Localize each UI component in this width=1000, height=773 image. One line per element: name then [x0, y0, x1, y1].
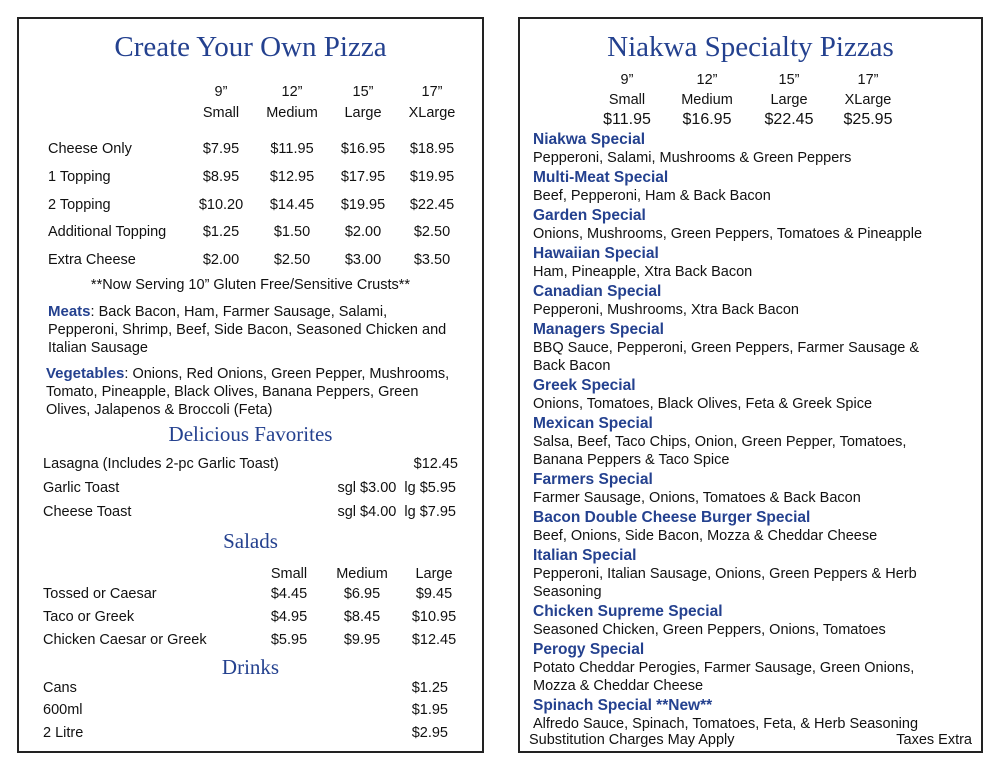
drinks-title: Drinks [221, 655, 280, 679]
meats-paragraph [48, 303, 458, 357]
size-header [333, 82, 393, 124]
drink-price: $1.95 [411, 702, 448, 718]
list-item [533, 282, 953, 319]
price-cell: $4.45 [270, 586, 308, 602]
row-label: Cheese Only [48, 141, 132, 157]
price-cell: $2.00 [202, 252, 240, 268]
specialty-name: Canadian Special [533, 283, 662, 300]
salad-name: Taco or Greek [43, 609, 135, 625]
salads-title: Salads [223, 529, 278, 553]
price-cell: $3.50 [413, 252, 451, 268]
favorites-title: Delicious Favorites [168, 422, 333, 446]
specialty-name: Niakwa Special [533, 131, 646, 148]
specialty-desc: Salsa, Beef, Taco Chips, Onion, Green Pepper, Tomatoes, Banana Peppers & Taco Spice [533, 434, 907, 468]
list-item [533, 602, 953, 639]
drink-price: $2.95 [411, 725, 448, 741]
size-inch: 17” [857, 72, 879, 88]
price-cell: $10.20 [198, 197, 244, 213]
size-name: Small [608, 92, 646, 108]
specialty-desc: Onions, Mushrooms, Green Peppers, Tomatoes & Pineapple [533, 226, 923, 242]
create-your-own-panel [17, 17, 484, 753]
size-price: $16.95 [682, 111, 732, 128]
price-cell: $19.95 [340, 197, 386, 213]
list-item [533, 130, 953, 167]
drink-name: Cans [43, 680, 77, 696]
price-cell: $16.95 [340, 141, 386, 157]
specialty-name: Managers Special [533, 321, 664, 338]
salad-name: Tossed or Caesar [43, 586, 157, 602]
price-cell: $9.95 [343, 632, 381, 648]
price-cell: $9.45 [415, 586, 453, 602]
price-cell: $7.95 [202, 141, 240, 157]
size-inch: 9” [620, 72, 634, 88]
size-name: XLarge [844, 92, 892, 108]
specialty-name: Greek Special [533, 377, 636, 394]
specialty-name: Multi-Meat Special [533, 169, 669, 186]
drink-price: $1.25 [411, 680, 448, 696]
size-inch: 12” [696, 72, 718, 88]
specialty-desc: Pepperoni, Mushrooms, Xtra Back Bacon [533, 302, 799, 318]
specialty-size [835, 70, 901, 130]
size-price: $11.95 [603, 111, 651, 128]
specialty-desc: Pepperoni, Italian Sausage, Onions, Green Peppers & Herb Seasoning [533, 566, 917, 600]
specialty-size [594, 70, 660, 130]
specialty-title: Niakwa Specialty Pizzas [607, 31, 894, 63]
item-price: $12.45 [413, 456, 458, 472]
list-item [533, 546, 953, 601]
salad-size-header: Medium [336, 566, 388, 582]
row-label: Additional Topping [48, 224, 167, 240]
size-name: Large [770, 92, 808, 108]
specialty-desc: Ham, Pineapple, Xtra Back Bacon [533, 264, 753, 280]
list-item [533, 508, 953, 545]
specialty-name: Farmers Special [533, 471, 653, 488]
salad-name: Chicken Caesar or Greek [43, 632, 207, 648]
vegetables-paragraph [46, 365, 456, 419]
price-cell: $8.95 [202, 169, 240, 185]
row-label: Extra Cheese [48, 252, 136, 268]
specialty-pizzas-panel [518, 17, 983, 753]
specialty-name: Spinach Special **New** [533, 697, 713, 714]
specialty-desc: Pepperoni, Salami, Mushrooms & Green Peppers [533, 150, 852, 166]
specialty-desc: Beef, Pepperoni, Ham & Back Bacon [533, 188, 771, 204]
specialty-name: Hawaiian Special [533, 245, 659, 262]
list-item [533, 168, 953, 205]
item-price: sgl $3.00 lg $5.95 [337, 480, 456, 496]
salad-size-header: Large [415, 566, 453, 582]
size-inch: 9” [214, 84, 228, 100]
specialty-desc: Alfredo Sauce, Spinach, Tomatoes, Feta, & Herb Seasoning [533, 716, 919, 732]
price-cell: $17.95 [340, 169, 386, 185]
specialty-name: Mexican Special [533, 415, 653, 432]
specialty-desc: Seasoned Chicken, Green Peppers, Onions, Tomatoes [533, 622, 886, 638]
item-name: Garlic Toast [43, 480, 120, 496]
size-name: Medium [681, 92, 733, 108]
price-cell: $19.95 [409, 169, 455, 185]
row-label: 1 Topping [48, 169, 111, 185]
price-cell: $2.50 [413, 224, 451, 240]
specialty-name: Perogy Special [533, 641, 645, 658]
specialty-name: Italian Special [533, 547, 637, 564]
item-price: sgl $4.00 lg $7.95 [337, 504, 456, 520]
specialty-size [756, 70, 822, 130]
price-cell: $2.50 [273, 252, 311, 268]
specialty-size [674, 70, 740, 130]
specialty-desc: Farmer Sausage, Onions, Tomatoes & Back Bacon [533, 490, 861, 506]
drink-name: 600ml [43, 702, 83, 718]
size-price: $25.95 [843, 111, 893, 128]
list-item [533, 414, 953, 469]
row-label: 2 Topping [48, 197, 111, 213]
price-cell: $11.95 [270, 141, 314, 157]
list-item [533, 376, 953, 413]
size-name: Small [202, 105, 240, 121]
vegetables-list: : Onions, Red Onions, Green Pepper, Mushrooms, Tomato, Pineapple, Black Olives, Banana Peppers, Green Olives, Jalapenos & Broccoli (Feta) [46, 366, 450, 418]
specialty-name: Bacon Double Cheese Burger Special [533, 509, 811, 526]
specialty-desc: BBQ Sauce, Pepperoni, Green Peppers, Farmer Sausage & Back Bacon [533, 340, 920, 374]
taxes-note: Taxes Extra [896, 732, 972, 748]
specialty-desc: Potato Cheddar Perogies, Farmer Sausage, Green Onions, Mozza & Cheddar Cheese [533, 660, 915, 694]
create-title: Create Your Own Pizza [114, 31, 387, 63]
price-cell: $10.95 [411, 609, 457, 625]
salad-size-header: Small [270, 566, 308, 582]
size-inch: 15” [352, 84, 374, 100]
specialty-name: Chicken Supreme Special [533, 603, 723, 620]
price-cell: $3.00 [344, 252, 382, 268]
price-cell: $12.95 [269, 169, 315, 185]
size-name: Medium [266, 105, 318, 121]
price-cell: $18.95 [409, 141, 455, 157]
price-cell: $5.95 [270, 632, 308, 648]
price-cell: $6.95 [343, 586, 381, 602]
specialty-desc: Beef, Onions, Side Bacon, Mozza & Cheddar Cheese [533, 528, 878, 544]
list-item [533, 244, 953, 281]
size-inch: 17” [421, 84, 443, 100]
size-price: $22.45 [764, 111, 814, 128]
price-cell: $12.45 [411, 632, 457, 648]
size-inch: 15” [778, 72, 800, 88]
list-item [533, 206, 953, 243]
list-item [533, 696, 953, 733]
size-header [259, 82, 325, 124]
list-item [533, 640, 953, 695]
size-name: XLarge [408, 105, 456, 121]
specialty-name: Garden Special [533, 207, 646, 224]
vegetables-label: Vegetables [46, 365, 125, 382]
price-cell: $1.50 [273, 224, 311, 240]
price-cell: $22.45 [409, 197, 455, 213]
price-cell: $2.00 [344, 224, 382, 240]
size-header [399, 82, 465, 124]
size-name: Large [344, 105, 382, 121]
gluten-free-note: **Now Serving 10” Gluten Free/Sensitive Crusts** [90, 277, 411, 293]
price-cell: $8.45 [343, 609, 381, 625]
meats-list: : Back Bacon, Ham, Farmer Sausage, Salami, Pepperoni, Shrimp, Beef, Side Bacon, Seasoned Chicken and Italian Sausage [48, 304, 447, 356]
substitution-note: Substitution Charges May Apply [529, 732, 735, 748]
item-name: Cheese Toast [43, 504, 132, 520]
list-item [533, 320, 953, 375]
size-header [191, 82, 251, 124]
meats-label: Meats [48, 303, 91, 320]
price-cell: $1.25 [202, 224, 240, 240]
specialty-list [533, 130, 953, 734]
specialty-desc: Onions, Tomatoes, Black Olives, Feta & Greek Spice [533, 396, 873, 412]
price-cell: $4.95 [270, 609, 308, 625]
item-name: Lasagna (Includes 2-pc Garlic Toast) [43, 456, 279, 472]
price-cell: $14.45 [269, 197, 315, 213]
list-item [533, 470, 953, 507]
size-inch: 12” [281, 84, 303, 100]
drink-name: 2 Litre [43, 725, 84, 741]
